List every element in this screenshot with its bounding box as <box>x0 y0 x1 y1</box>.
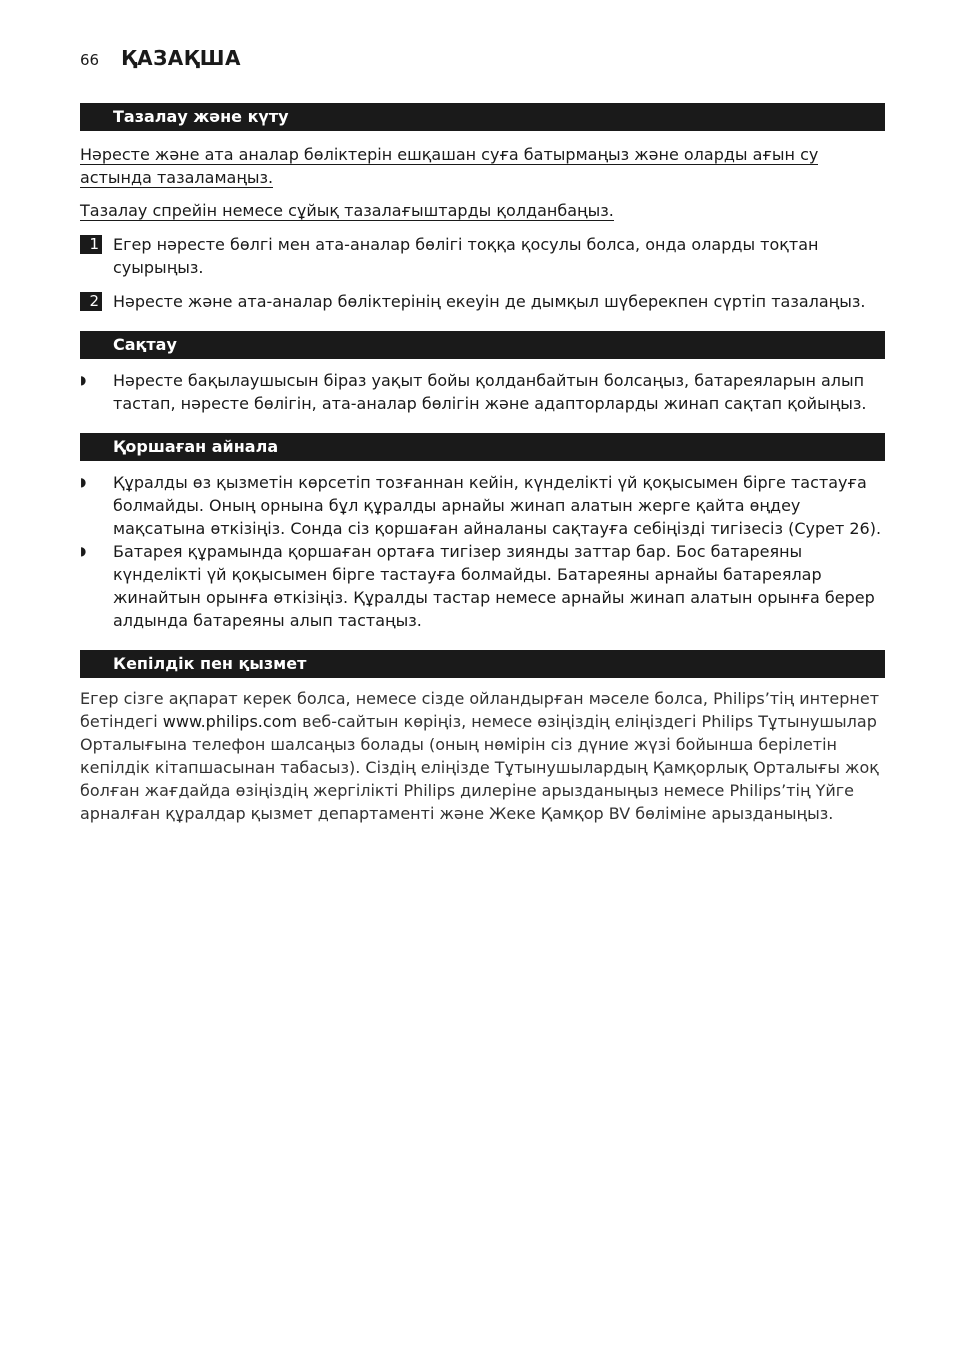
page-header <box>80 46 241 76</box>
section-heading-environment: Қоршаған айнала <box>80 433 885 461</box>
guarantee-text-end: веб-сайтын көріңіз, немесе өзіңіздің еліңіздегі Philips Тұтынушылар Орталығына телефон шалсаңыз болады (оның нөмірін сіз дүние жүзі бойынша берілетін кепілдік кітапшасынан табасыз). Сіздің еліңізде Тұтынушылардың Қамқорлық Орталығы жоқ болған жағдайда өзіңіздің жергілікті Philips дилеріне арызданыңыз немесе Philips’тің Үйге арналған құралдар қызмет департаменті және Жеке Қамқор BV бөліміне арызданыңыз. <box>80 712 879 823</box>
section-heading-cleaning: Тазалау және күту <box>80 103 885 131</box>
cleaning-warning-2 <box>80 199 614 222</box>
guarantee-paragraph <box>80 687 885 825</box>
bullet-item <box>80 540 885 632</box>
cleaning-warning-1 <box>80 143 818 189</box>
bullet-icon: ◗ <box>80 475 87 489</box>
language-title: ҚАЗАҚША <box>121 46 241 70</box>
step-text: Егер нәресте бөлгі мен ата-аналар бөлігі тоққа қосулы болса, онда оларды тоқтан суырыңыз. <box>113 235 819 277</box>
bullet-item <box>80 369 885 415</box>
step-text: Нәресте және ата-аналар бөліктерінің екеуін де дымқыл шүберекпен сүртіп тазалаңыз. <box>113 292 866 311</box>
page-number: 66 <box>80 51 100 69</box>
cleaning-warning-2-line: Тазалау спрейін немесе сұйық тазалағыштарды қолданбаңыз. <box>80 201 614 220</box>
section-heading-storage: Сақтау <box>80 331 885 359</box>
bullet-icon: ◗ <box>80 544 87 558</box>
section-heading-guarantee: Кепілдік пен қызмет <box>80 650 885 678</box>
step-number: 2 <box>80 292 102 311</box>
bullet-text: Құралды өз қызметін көрсетіп тозғаннан кейін, күнделікті үй қоқысымен бірге тастауға болмайды. Оның орнына бұл құралды арнайы жинап алатын жерге қайта өңдеу мақсатына өткізіңіз. Сонда сіз қоршаған айналаны сақтауға себіңізді тигізесіз (Сурет 26). <box>113 473 882 538</box>
cleaning-warning-1-line: Нәресте және ата аналар бөліктерін ешқашан суға батырмаңыз және оларды ағын су <box>80 145 819 164</box>
cleaning-warning-1-cont: астында тазаламаңыз. <box>80 168 274 187</box>
bullet-item <box>80 471 885 540</box>
bullet-text: Нәресте бақылаушысын біраз уақыт бойы қолданбайтын болсаңыз, батареяларын алып тастап, нәресте бөлігін, ата-аналар бөлігін және адапторларды жинап сақтап қойыңыз. <box>113 371 867 413</box>
step-item <box>80 290 885 313</box>
step-number: 1 <box>80 235 102 254</box>
guarantee-text-start: Егер сізге ақпарат керек болса, немесе сізде ойландырған мәселе болса, Philips’тің интернет бетіндегі <box>80 689 880 731</box>
bullet-text: Батарея құрамында қоршаған ортаға тигізер зиянды заттар бар. Бос батареяны күнделікті үй қоқысымен бірге тастауға болмайды. Батареяны арнайы батареялар жинайтын орынға өткізіңіз. Құралды тастар немесе арнайы жинап алатын орынға берер алдында батареяны алып тастаңыз. <box>113 542 875 630</box>
philips-website-link[interactable]: www.philips.com <box>162 712 298 731</box>
step-item <box>80 233 885 279</box>
bullet-icon: ◗ <box>80 373 87 387</box>
